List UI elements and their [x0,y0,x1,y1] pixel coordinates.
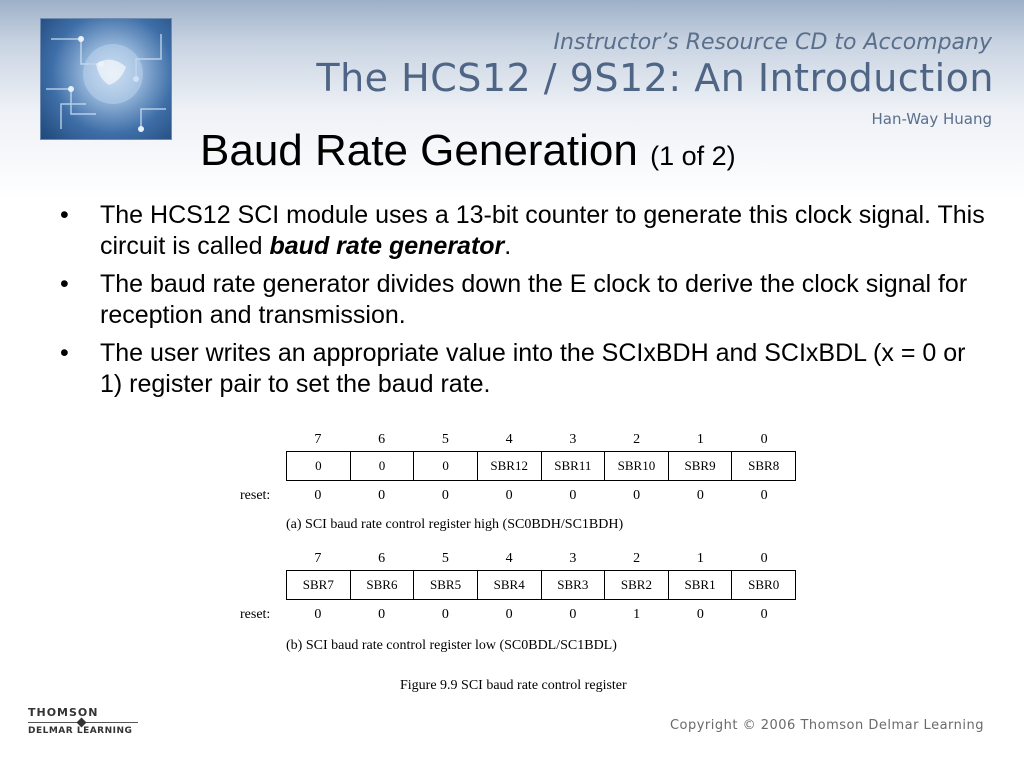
figure-caption: Figure 9.9 SCI baud rate control register [400,678,627,693]
bit-number: 1 [696,551,704,566]
bit-number: 0 [760,432,768,447]
publisher-divider [28,722,138,723]
reset-value: 1 [633,607,641,622]
reset-value: 0 [505,607,513,622]
reset-value: 0 [441,607,449,622]
bit-number-row [286,551,796,567]
register-cell: SBR6 [350,571,414,599]
bullet-list [56,200,986,407]
bit-number-row [286,432,796,448]
reset-value: 0 [696,607,704,622]
bullet-dot: • [60,201,69,229]
publisher-subname: DELMAR LEARNING [28,726,133,736]
register-cell: SBR1 [668,571,732,599]
register-low-caption: (b) SCI baud rate control register low (SC0BDL/SC1BDL) [286,638,617,653]
reset-value: 0 [696,488,704,503]
bullet-dot: • [60,339,69,367]
bit-number: 6 [378,551,386,566]
reset-value: 0 [314,607,322,622]
author-name: Han-Way Huang [871,110,992,128]
slide-title-main: Baud Rate Generation [200,126,638,175]
register-cell: SBR9 [668,452,732,480]
reset-label: reset: [240,488,271,503]
reset-label: reset: [240,607,271,622]
register-cell: 0 [315,458,322,473]
bullet-text: The baud rate generator divides down the E clock to derive the clock signal for reception and transmission. [100,270,968,329]
bit-number: 5 [441,432,449,447]
reset-value: 0 [378,488,386,503]
register-cell: SBR12 [477,452,541,480]
slide-title-sub: (1 of 2) [650,141,736,171]
book-title: The HCS12 / 9S12: An Introduction [316,56,994,100]
reset-value: 0 [760,607,768,622]
bit-number: 6 [378,432,386,447]
bullet-text-end: . [504,232,512,260]
reset-value: 0 [314,488,322,503]
bit-number: 5 [441,551,449,566]
bit-number: 7 [314,432,322,447]
bit-number: 0 [760,551,768,566]
register-cell: 0 [413,452,477,480]
reset-value: 0 [441,488,449,503]
register-high-row [286,451,796,481]
register-cell: SBR4 [477,571,541,599]
register-cell: SBR10 [604,452,668,480]
reset-value-row [286,488,796,504]
register-cell: SBR7 [302,577,334,592]
reset-value: 0 [633,488,641,503]
bit-number: 2 [633,432,641,447]
register-cell: SBR0 [731,571,795,599]
reset-value: 0 [505,488,513,503]
bullet-item [56,269,986,331]
bit-number: 4 [505,551,513,566]
circuit-globe-logo-icon [40,18,172,140]
header-subtitle: Instructor’s Resource CD to Accompany [553,30,992,55]
reset-value-row [286,607,796,623]
register-high-caption: (a) SCI baud rate control register high (SC0BDH/SC1BDH) [286,517,624,532]
bit-number: 3 [569,551,577,566]
register-cell: SBR5 [413,571,477,599]
bullet-item [56,200,986,262]
bullet-dot: • [60,270,69,298]
publisher-name: THOMSON [28,706,99,719]
reset-value: 0 [569,607,577,622]
bullet-text: The user writes an appropriate value into the SCIxBDH and SCIxBDL (x = 0 or 1) register pair to set the baud rate. [100,339,966,398]
reset-value: 0 [378,607,386,622]
reset-value: 0 [569,488,577,503]
register-cell: SBR2 [604,571,668,599]
reset-value: 0 [760,488,768,503]
bit-number: 3 [569,432,577,447]
register-cell: SBR8 [731,452,795,480]
register-cell: SBR11 [541,452,605,480]
register-cell: 0 [350,452,414,480]
bit-number: 1 [696,432,704,447]
bit-number: 2 [633,551,641,566]
bullet-emphasis: baud rate generator [269,232,505,260]
copyright-notice: Copyright © 2006 Thomson Delmar Learning [669,718,984,733]
bullet-text: The HCS12 SCI module uses a 13-bit counter to generate this clock signal. This circuit is called [100,201,985,260]
register-low-row [286,570,796,600]
bit-number: 4 [505,432,513,447]
bit-number: 7 [314,551,322,566]
slide-title [200,126,736,176]
bullet-item [56,338,986,400]
register-cell: SBR3 [541,571,605,599]
publisher-logo [28,706,138,736]
